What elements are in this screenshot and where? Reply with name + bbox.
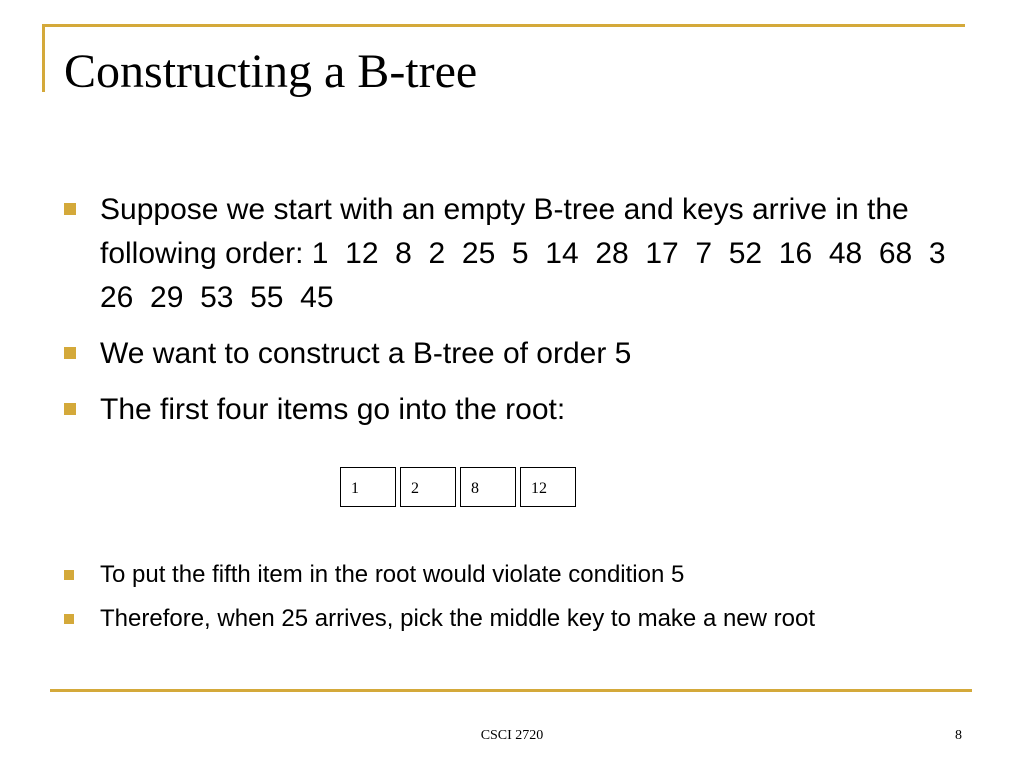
slide-title: Constructing a B-tree [64, 45, 478, 98]
root-node-key-3: 8 [460, 467, 516, 507]
square-bullet-icon [64, 614, 74, 624]
bullet-text: Suppose we start with an empty B-tree and keys arrive in the following order: [100, 193, 909, 270]
root-node-key-4: 12 [520, 467, 576, 507]
bullet-item-root [64, 388, 964, 432]
key-sequence: 1 12 8 2 25 5 14 28 17 7 52 16 48 68 3 26 29 53 55 45 [100, 237, 963, 314]
frame-bottom-line [50, 689, 972, 692]
bullet-item-new-root [64, 600, 964, 638]
bullet-item-violation [64, 556, 964, 594]
root-node-key-1: 1 [340, 467, 396, 507]
main-bullet-list [64, 188, 964, 444]
frame-top-line [42, 24, 965, 27]
bullet-text: Therefore, when 25 arrives, pick the middle key to make a new root [100, 605, 816, 632]
bullet-text: We want to construct a B-tree of order 5 [100, 337, 632, 370]
bullet-item-key-order [64, 188, 964, 320]
square-bullet-icon [64, 403, 76, 415]
square-bullet-icon [64, 570, 74, 580]
footer-course: CSCI 2720 [480, 728, 544, 743]
root-node-key-2: 2 [400, 467, 456, 507]
bullet-item-order [64, 332, 964, 376]
frame-left-line [42, 24, 45, 92]
bullet-text: To put the fifth item in the root would violate condition 5 [100, 561, 685, 588]
footer-page-number: 8 [955, 728, 962, 743]
bullet-text: The first four items go into the root: [100, 393, 566, 426]
square-bullet-icon [64, 203, 76, 215]
secondary-bullet-list [64, 556, 964, 644]
square-bullet-icon [64, 347, 76, 359]
